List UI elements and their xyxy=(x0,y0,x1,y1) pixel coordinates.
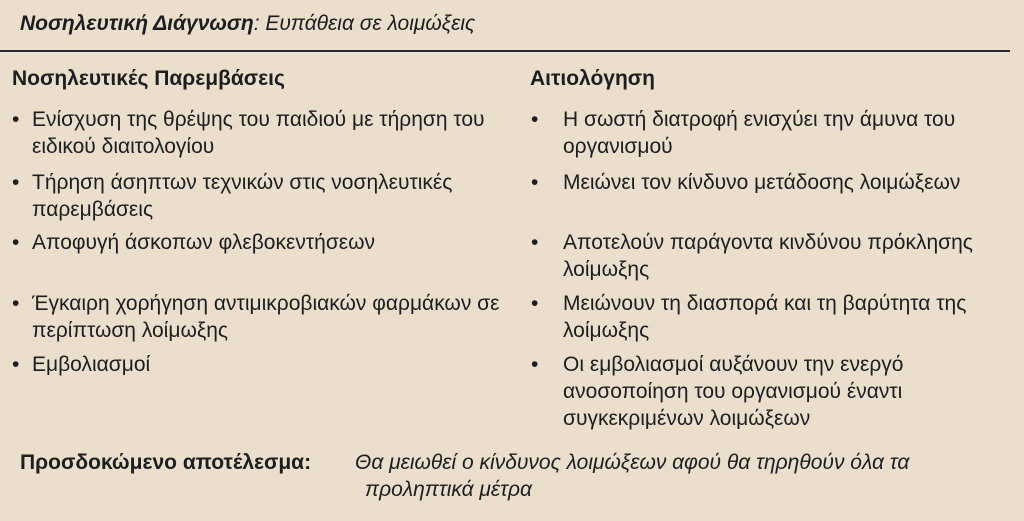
expected-outcome-line2: προληπτικά μέτρα xyxy=(365,478,533,501)
rationale-item: Μειώνουν τη διασπορά και τη βαρύτητα της λοίμωξης xyxy=(563,292,967,342)
bullet: • xyxy=(12,171,20,194)
intervention-item: Αποφυγή άσκοπων φλεβοκεντήσεων xyxy=(32,231,376,254)
bullet: • xyxy=(531,108,539,131)
bullet: • xyxy=(531,292,539,315)
rationale-item: Η σωστή διατροφή ενισχύει την άμυνα του οργανισμού xyxy=(563,108,956,158)
diagnosis-label: Νοσηλευτική Διάγνωση xyxy=(20,12,254,35)
header-divider xyxy=(0,50,1010,52)
expected-outcome-line1: Θα μειωθεί ο κίνδυνος λοιμώξεων αφού θα τηρηθούν όλα τα xyxy=(355,451,910,474)
nursing-diagnosis xyxy=(20,10,475,38)
expected-outcome-text xyxy=(355,449,975,503)
rationale-item: Οι εμβολιασμοί αυξάνουν την ενεργό ανοσοποίηση του οργανισμού έναντι συγκεκριμένων λοιμώξεων xyxy=(563,353,904,430)
expected-outcome-label: Προσδοκώμενο αποτέλεσμα: xyxy=(20,451,312,474)
rationale-item: Μειώνει τον κίνδυνο μετάδοσης λοιμώξεων xyxy=(563,171,961,194)
bullet: • xyxy=(12,231,20,254)
bullet: • xyxy=(531,353,539,376)
bullet: • xyxy=(531,171,539,194)
intervention-item: Εμβολιασμοί xyxy=(32,353,151,376)
intervention-item: Έγκαιρη χορήγηση αντιμικροβιακών φαρμάκων σε περίπτωση λοίμωξης xyxy=(32,292,500,342)
bullet: • xyxy=(531,231,539,254)
bullet: • xyxy=(12,108,20,131)
rationale-item: Αποτελούν παράγοντα κινδύνου πρόκλησης λοίμωξης xyxy=(563,231,973,281)
diagnosis-separator: : xyxy=(253,12,260,35)
intervention-item: Ενίσχυση της θρέψης του παιδιού με τήρηση του ειδικού διαιτολογίου xyxy=(32,108,485,158)
bullet: • xyxy=(12,292,20,315)
diagnosis-value: Ευπάθεια σε λοιμώξεις xyxy=(259,12,476,35)
intervention-item: Τήρηση άσηπτων τεχνικών στις νοσηλευτικές παρεμβάσεις xyxy=(32,171,453,221)
rationale-heading: Αιτιολόγηση xyxy=(530,67,655,90)
interventions-heading: Νοσηλευτικές Παρεμβάσεις xyxy=(12,67,285,90)
bullet: • xyxy=(12,353,20,376)
